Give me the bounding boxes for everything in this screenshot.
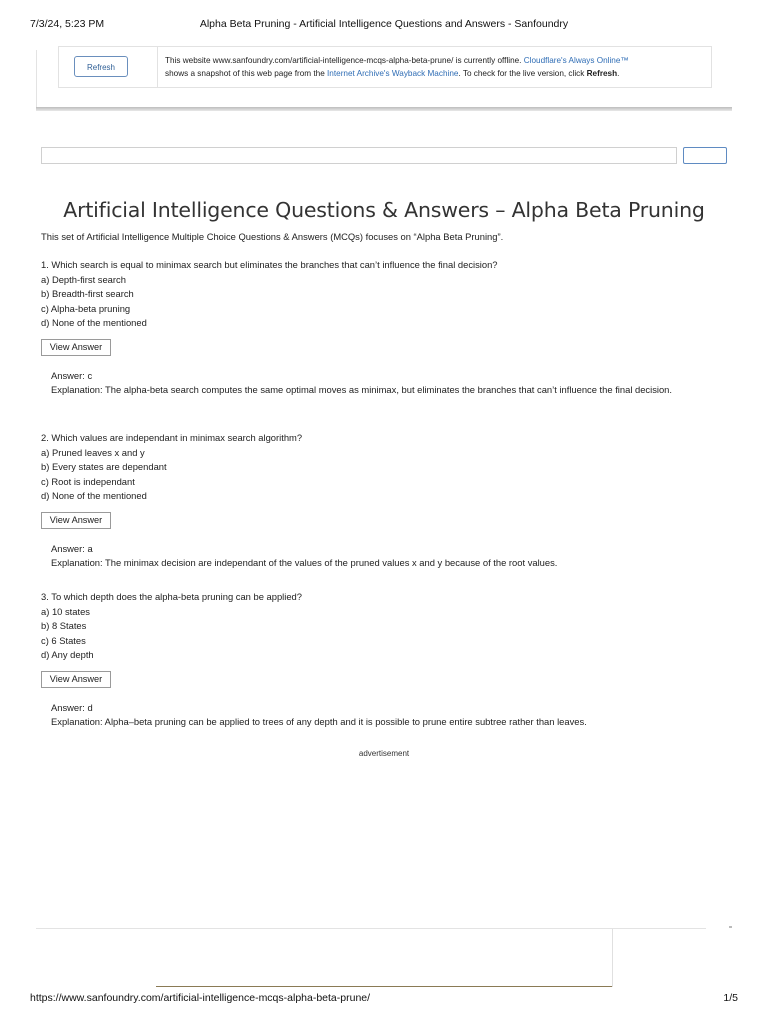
print-datetime: 7/3/24, 5:23 PM (30, 18, 105, 30)
wayback-machine-link[interactable]: Internet Archive's Wayback Machine (327, 69, 459, 78)
answer-block (51, 369, 731, 398)
option-a: a) 10 states (41, 605, 90, 617)
option-d: d) None of the mentioned (41, 490, 147, 501)
refresh-word: Refresh (586, 69, 618, 78)
offline-message-text: . (617, 69, 620, 78)
divider (612, 929, 613, 987)
option-b: b) 8 States (41, 620, 87, 631)
refresh-button-cell (59, 47, 158, 87)
decorative-mark (729, 926, 732, 928)
option-a: a) Pruned leaves x and y (41, 446, 145, 458)
page-number: 1/5 (723, 992, 738, 1004)
option-b: b) Breadth-first search (41, 288, 134, 299)
option-c: c) Alpha-beta pruning (41, 302, 131, 314)
offline-message-text: shows a snapshot of this web page from the (165, 69, 328, 78)
divider (36, 50, 37, 108)
question-text: 1. Which search is equal to minimax search but eliminates the branches that can’t influence the final decision? (41, 259, 498, 270)
print-header (30, 18, 738, 32)
offline-message (165, 54, 705, 80)
answer-explanation: Explanation: Alpha–beta pruning can be applied to trees of any depth and it is possible to prune entire subtree rather than leaves. (51, 716, 587, 727)
cloudflare-always-online-link[interactable]: Cloudflare's Always Online™ (523, 56, 629, 65)
print-footer (30, 992, 738, 1006)
answer-letter: Answer: a (51, 542, 93, 554)
refresh-button[interactable]: Refresh (74, 56, 128, 77)
view-answer-button[interactable]: View Answer (41, 339, 111, 356)
advertisement-label: advertisement (358, 749, 410, 758)
view-answer-button[interactable]: View Answer (41, 512, 111, 529)
answer-explanation: Explanation: The alpha-beta search computes the same optimal moves as minimax, but eliminates the branches that can’t influence the final decision. (51, 384, 673, 395)
banner-shadow (36, 107, 732, 111)
answer-block (51, 542, 731, 571)
search-input[interactable] (41, 147, 677, 164)
option-a: a) Depth-first search (41, 273, 126, 285)
option-d: d) Any depth (41, 649, 94, 660)
option-c: c) Root is independant (41, 475, 135, 487)
print-doc-title: Alpha Beta Pruning - Artificial Intelligence Questions and Answers - Sanfoundry (199, 18, 569, 30)
question-text: 2. Which values are independant in minimax search algorithm? (41, 432, 303, 443)
view-answer-button[interactable]: View Answer (41, 671, 111, 688)
option-b: b) Every states are dependant (41, 461, 167, 472)
intro-text: This set of Artificial Intelligence Multiple Choice Questions & Answers (MCQs) focuses on “Alpha Beta Pruning”. (41, 231, 504, 242)
question-3 (41, 590, 731, 730)
page-title: Artificial Intelligence Questions & Answers – Alpha Beta Pruning (63, 197, 705, 222)
cloudflare-offline-banner (58, 46, 712, 88)
offline-message-text: . To check for the live version, click (458, 69, 587, 78)
offline-message-text: This website www.sanfoundry.com/artificial-intelligence-mcqs-alpha-beta-prune/ is currently offline. (165, 56, 524, 65)
answer-letter: Answer: c (51, 369, 93, 381)
option-c: c) 6 States (41, 634, 86, 646)
divider (36, 928, 706, 929)
answer-letter: Answer: d (51, 701, 93, 713)
question-2 (41, 431, 731, 571)
search-button[interactable] (683, 147, 727, 164)
print-url: https://www.sanfoundry.com/artificial-intelligence-mcqs-alpha-beta-prune/ (30, 992, 371, 1004)
question-text: 3. To which depth does the alpha-beta pruning can be applied? (41, 591, 302, 602)
question-1 (41, 258, 731, 398)
divider (156, 986, 612, 987)
answer-block (51, 701, 731, 730)
answer-explanation: Explanation: The minimax decision are independant of the values of the pruned values x and y because of the root values. (51, 557, 558, 568)
option-d: d) None of the mentioned (41, 317, 147, 328)
